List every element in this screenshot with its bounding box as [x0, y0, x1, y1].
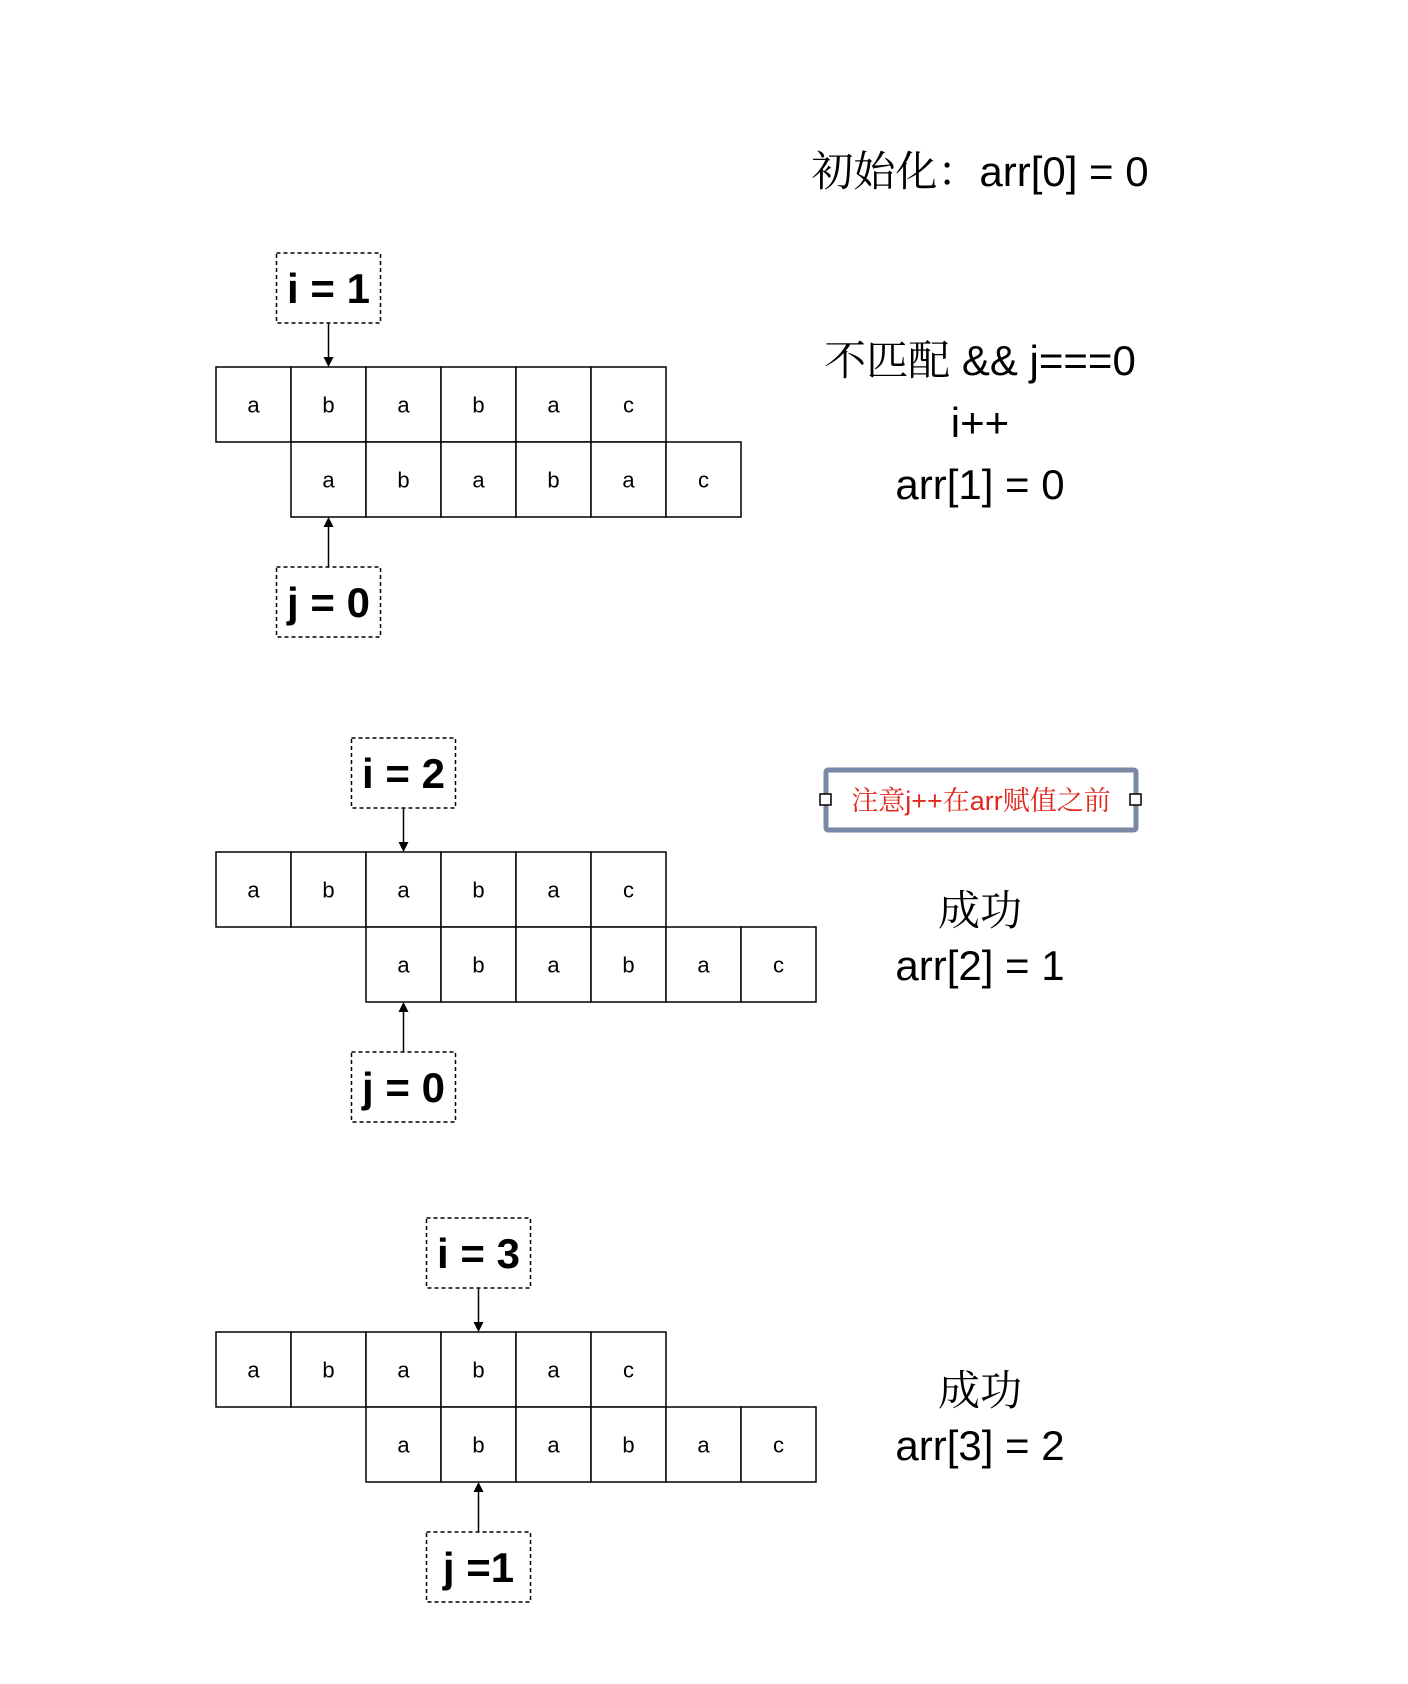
text-cell-char: a [397, 1357, 410, 1383]
pattern-cell-char: b [547, 467, 560, 493]
text-cell-char: b [472, 877, 485, 903]
text-cell-char: c [623, 877, 634, 903]
pattern-cell-char: b [622, 1432, 635, 1458]
pattern-cell-char: c [773, 952, 784, 978]
i-pointer-label: i = 2 [362, 750, 445, 797]
step-note-line: 不匹配 && j===0 [824, 337, 1136, 384]
pattern-cell-char: c [698, 467, 709, 493]
pattern-cell-char: a [472, 467, 485, 493]
text-cell-char: a [397, 392, 410, 418]
step-1 [216, 253, 1136, 637]
pattern-cell-char: a [697, 1432, 710, 1458]
pattern-cell-char: b [472, 1432, 485, 1458]
text-cell-char: c [623, 1357, 634, 1383]
text-cell-char: a [397, 877, 410, 903]
text-cell-char: a [247, 392, 260, 418]
pattern-cell-char: a [547, 1432, 560, 1458]
warning-text: 注意j++在arr赋值之前 [851, 786, 1111, 816]
pattern-cell-char: b [397, 467, 410, 493]
warning-box [820, 770, 1141, 830]
pattern-cell-char: a [397, 952, 410, 978]
j-pointer-label: j = 0 [287, 579, 370, 626]
pattern-cell-char: b [472, 952, 485, 978]
pattern-cell-char: a [397, 1432, 410, 1458]
text-cell-char: c [623, 392, 634, 418]
i-pointer-label: i = 3 [437, 1230, 520, 1277]
text-cell-char: a [247, 877, 260, 903]
pattern-cell-char: a [547, 952, 560, 978]
text-cell-char: a [547, 392, 560, 418]
text-cell-char: b [322, 877, 335, 903]
text-cell-char: a [547, 877, 560, 903]
step-note-line: arr[2] = 1 [895, 942, 1065, 989]
text-cell-char: b [322, 392, 335, 418]
init-label: 初始化：arr[0] = 0 [811, 148, 1149, 195]
step-note-line: arr[1] = 0 [895, 461, 1065, 508]
i-pointer-label: i = 1 [287, 265, 370, 312]
j-pointer-label: j =1 [442, 1544, 515, 1591]
text-cell-char: b [322, 1357, 335, 1383]
text-cell-char: a [547, 1357, 560, 1383]
pattern-cell-char: b [622, 952, 635, 978]
warning-handle-right [1130, 794, 1141, 805]
step-note-line: 成功 [937, 1367, 1023, 1414]
step-note-line: arr[3] = 2 [895, 1422, 1065, 1469]
j-pointer-label: j = 0 [362, 1064, 445, 1111]
pattern-cell-char: a [622, 467, 635, 493]
pattern-cell-char: a [697, 952, 710, 978]
text-cell-char: b [472, 1357, 485, 1383]
text-cell-char: b [472, 392, 485, 418]
pattern-cell-char: c [773, 1432, 784, 1458]
step-note-line: 成功 [937, 887, 1023, 934]
text-cell-char: a [247, 1357, 260, 1383]
step-note-line: i++ [950, 399, 1010, 446]
pattern-cell-char: a [322, 467, 335, 493]
warning-handle-left [820, 794, 831, 805]
step-3 [216, 1218, 1065, 1602]
